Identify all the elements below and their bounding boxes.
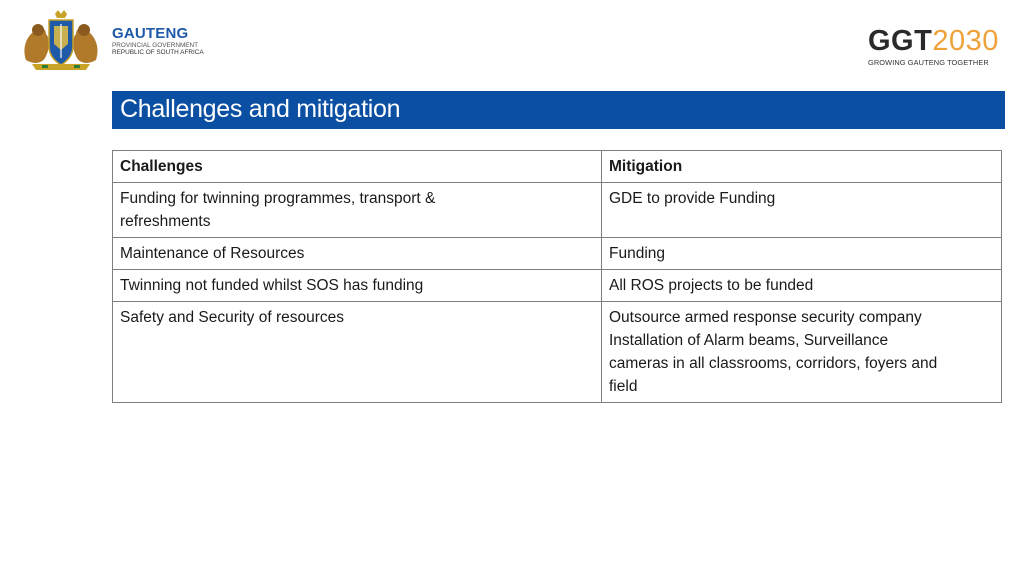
mitigation-cell — [602, 302, 1002, 403]
slide-title: Challenges and mitigation — [112, 91, 1005, 129]
mitigation-cell — [602, 238, 1002, 270]
cell-text: cameras in all classrooms, corridors, foyers and — [609, 355, 938, 372]
cell-text: All ROS projects to be funded — [609, 277, 814, 294]
table-row — [113, 302, 1002, 403]
challenge-cell — [113, 302, 602, 403]
cell-text: refreshments — [120, 213, 211, 230]
table-header-row — [113, 151, 1002, 183]
mitigation-cell — [602, 183, 1002, 238]
header-mitigation: Mitigation — [602, 151, 1002, 183]
cell-text: Funding for twinning programmes, transport & — [120, 190, 436, 207]
cell-text: Safety and Security of resources — [120, 309, 345, 326]
cell-text: Installation of Alarm beams, Surveillance — [609, 332, 889, 349]
ggt-year: 2030 — [932, 25, 999, 57]
ggt2030-logo — [868, 26, 1008, 67]
table-row — [113, 238, 1002, 270]
cell-text: Maintenance of Resources — [120, 245, 305, 262]
cell-text: Funding — [609, 245, 666, 262]
gauteng-subtitle: PROVINCIAL GOVERNMENT — [112, 41, 199, 49]
challenges-table — [112, 150, 1002, 403]
challenge-cell — [113, 183, 602, 238]
header-challenges: Challenges — [113, 151, 602, 183]
table-row — [113, 183, 1002, 238]
challenge-cell — [113, 238, 602, 270]
ggt-brand: GGT — [868, 25, 933, 57]
gauteng-name: GAUTENG — [112, 24, 189, 42]
cell-text: field — [609, 378, 638, 395]
coat-of-arms-icon — [16, 8, 106, 74]
table-row — [113, 270, 1002, 302]
gauteng-logo — [16, 8, 211, 74]
cell-text: GDE to provide Funding — [609, 190, 776, 207]
challenge-cell — [113, 270, 602, 302]
cell-text: Outsource armed response security company — [609, 309, 922, 326]
ggt-tagline: GROWING GAUTENG TOGETHER — [868, 58, 989, 67]
mitigation-cell — [602, 270, 1002, 302]
cell-text: Twinning not funded whilst SOS has funding — [120, 277, 424, 294]
gauteng-country: REPUBLIC OF SOUTH AFRICA — [112, 49, 204, 56]
